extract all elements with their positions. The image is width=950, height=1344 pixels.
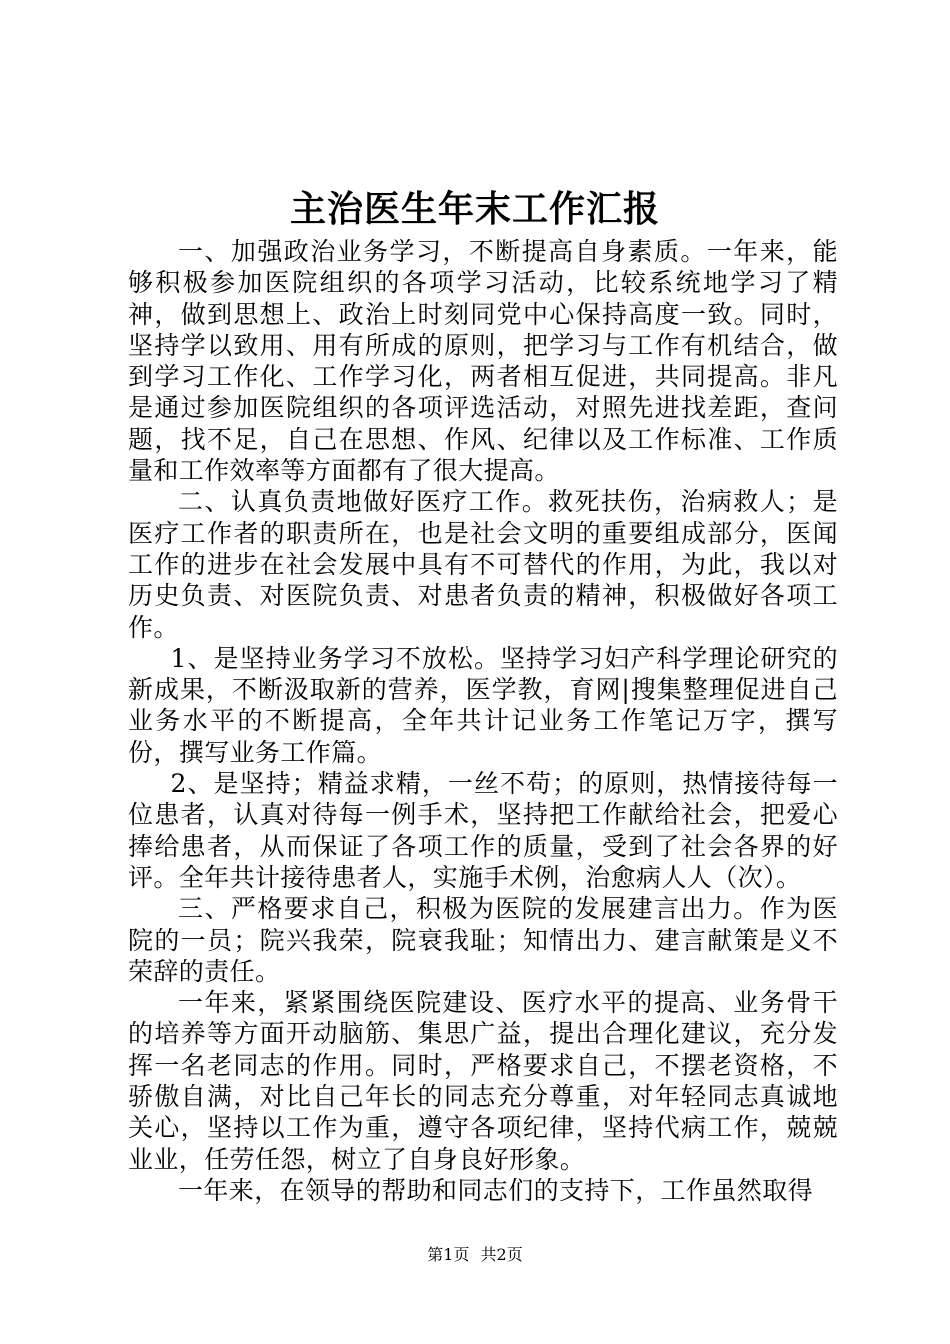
paragraph-4: 2、是坚持；精益求精，一丝不苟；的原则，热情接待每一位患者，认真对待每一例手术，坚持把工作献给社会，把爱心捧给患者，从而保证了各项工作的质量，受到了社会各界的好评。全年共计接待患者人，实施手术例，治愈病人人（次）。 [128, 769, 838, 892]
paragraph-1: 一、加强政治业务学习，不断提高自身素质。一年来，能够积极参加医院组织的各项学习活动，比较系统地学习了精神，做到思想上、政治上时刻同党中心保持高度一致。同时，坚持学以致用、用有所成的原则，把学习与工作有机结合，做到学习工作化、工作学习化，两者相互促进，共同提高。非凡是通过参加医院组织的各项评选活动，对照先进找差距，查问题，找不足，自己在思想、作风、纪律以及工作标准、工作质量和工作效率等方面都有了很大提高。 [128, 237, 838, 486]
page-number: 第1页 [427, 1245, 470, 1264]
paragraph-6: 一年来，紧紧围绕医院建设、医疗水平的提高、业务骨干的培养等方面开动脑筋、集思广益，提出合理化建议，充分发挥一名老同志的作用。同时，严格要求自己，不摆老资格，不骄傲自满，对比自己年长的同志充分尊重，对年轻同志真诚地关心，坚持以工作为重，遵守各项纪律，坚持代病工作，兢兢业业，任劳任怨，树立了自身良好形象。 [128, 988, 838, 1174]
document-body [128, 236, 838, 1206]
document-title: 主治医生年末工作汇报 [289, 188, 660, 230]
page-total: 共2页 [480, 1245, 523, 1264]
paragraph-7: 一年来，在领导的帮助和同志们的支持下，工作虽然取得 [178, 1175, 814, 1205]
paragraph-3: 1、是坚持业务学习不放松。坚持学习妇产科学理论研究的新成果，不断汲取新的营养，医学教，育网|搜集整理促进自己业务水平的不断提高，全年共计记业务工作笔记万字，撰写份，撰写业务工作篇。 [128, 643, 838, 767]
paragraph-2: 二、认真负责地做好医疗工作。救死扶伤，治病救人；是医疗工作者的职责所在，也是社会文明的重要组成部分，医闻工作的进步在社会发展中具有不可替代的作用，为此，我以对历史负责、对医院负责、对患者负责的精神，积极做好各项工作。 [128, 487, 838, 642]
paragraph-5: 三、严格要求自己，积极为医院的发展建言出力。作为医院的一员；院兴我荣，院衰我耻；知情出力、建言献策是义不荣辞的责任。 [128, 894, 838, 986]
page-footer [0, 1244, 950, 1266]
